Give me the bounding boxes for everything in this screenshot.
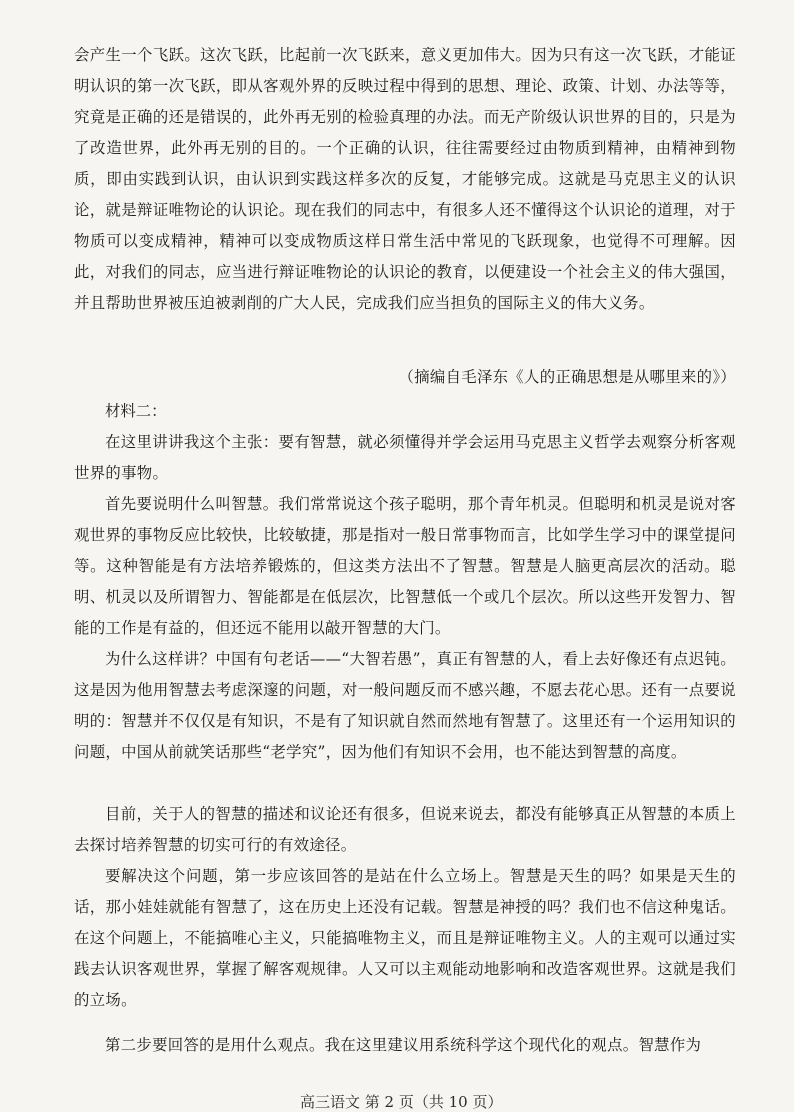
paragraph-3: 首先要说明什么叫智慧。我们常常说这个孩子聪明，那个青年机灵。但聪明和机灵是说对客观世界的事物反应比较快，比较敏捷，那是指对一般日常事物而言，比如学生学习中的课堂提问等。这种智能是有方法培养锻炼的，但这类方法出不了智慧。智慧是人脑更高层次的活动。聪明、机灵以及所谓智力、智能都是在低层次，比智慧低一个或几个层次。所以这些开发智力、智能的工作是有益的，但还远不能用以敲开智慧的大门。 [74,495,736,637]
paragraph-2: 在这里讲讲我这个主张：要有智慧，就必须懂得并学会运用马克思主义哲学去观察分析客观世界的事物。 [74,433,736,482]
paragraph-6: 要解决这个问题，第一步应该回答的是站在什么立场上。智慧是天生的吗？如果是天生的话，那小娃娃就能有智慧了，这在历史上还没有记载。智慧是神授的吗？我们也不信这种鬼话。在这个问题上，不能搞唯心主义，只能搞唯物主义，而且是辩证唯物主义。人的主观可以通过实践去认识客观世界，掌握了解客观规律。人又可以主观能动地影响和改造客观世界。这就是我们的立场。 [74,867,736,1009]
paragraph-7: 第二步要回答的是用什么观点。我在这里建议用系统科学这个现代化的观点。智慧作为 [105,1036,702,1054]
paragraph-5: 目前，关于人的智慧的描述和议论还有很多，但说来说去，都没有能够真正从智慧的本质上去探讨培养智慧的切实可行的有效途径。 [74,805,736,854]
source-citation: （摘编自毛泽东《人的正确思想是从哪里来的》） [398,368,736,386]
page-footer: 高三语文 第 2 页（共 10 页） [300,1093,503,1111]
paragraph-1: 会产生一个飞跃。这次飞跃，比起前一次飞跃来，意义更加伟大。因为只有这一次飞跃，才能证明认识的第一次飞跃，即从客观外界的反映过程中得到的思想、理论、政策、计划、办法等等，究竟是正确的还是错误的，此外再无别的检验真理的办法。而无产阶级认识世界的目的，只是为了改造世界，此外再无别的目的。一个正确的认识，往往需要经过由物质到精神，由精神到物质，即由实践到认识，由认识到实践这样多次的反复，才能够完成。这就是马克思主义的认识论，就是辩证唯物论的认识论。现在我们的同志中，有很多人还不懂得这个认识论的道理，对于物质可以变成精神，精神可以变成物质这样日常生活中常见的飞跃现象，也觉得不可理解。因此，对我们的同志，应当进行辩证唯物论的认识论的教育，以便建设一个社会主义的伟大强国，并且帮助世界被压迫被剥削的广大人民，完成我们应当担负的国际主义的伟大义务。 [74,46,736,312]
material-label: 材料二： [105,402,167,420]
paragraph-4: 为什么这样讲？中国有句老话——“大智若愚”，真正有智慧的人，看上去好像还有点迟钝。这是因为他用智慧去考虑深邃的问题，对一般问题反而不感兴趣，不愿去花心思。还有一点要说明的：智慧并不仅仅是有知识，不是有了知识就自然而然地有智慧了。这里还有一个运用知识的问题，中国从前就笑话那些“老学究”，因为他们有知识不会用，也不能达到智慧的高度。 [74,650,736,761]
